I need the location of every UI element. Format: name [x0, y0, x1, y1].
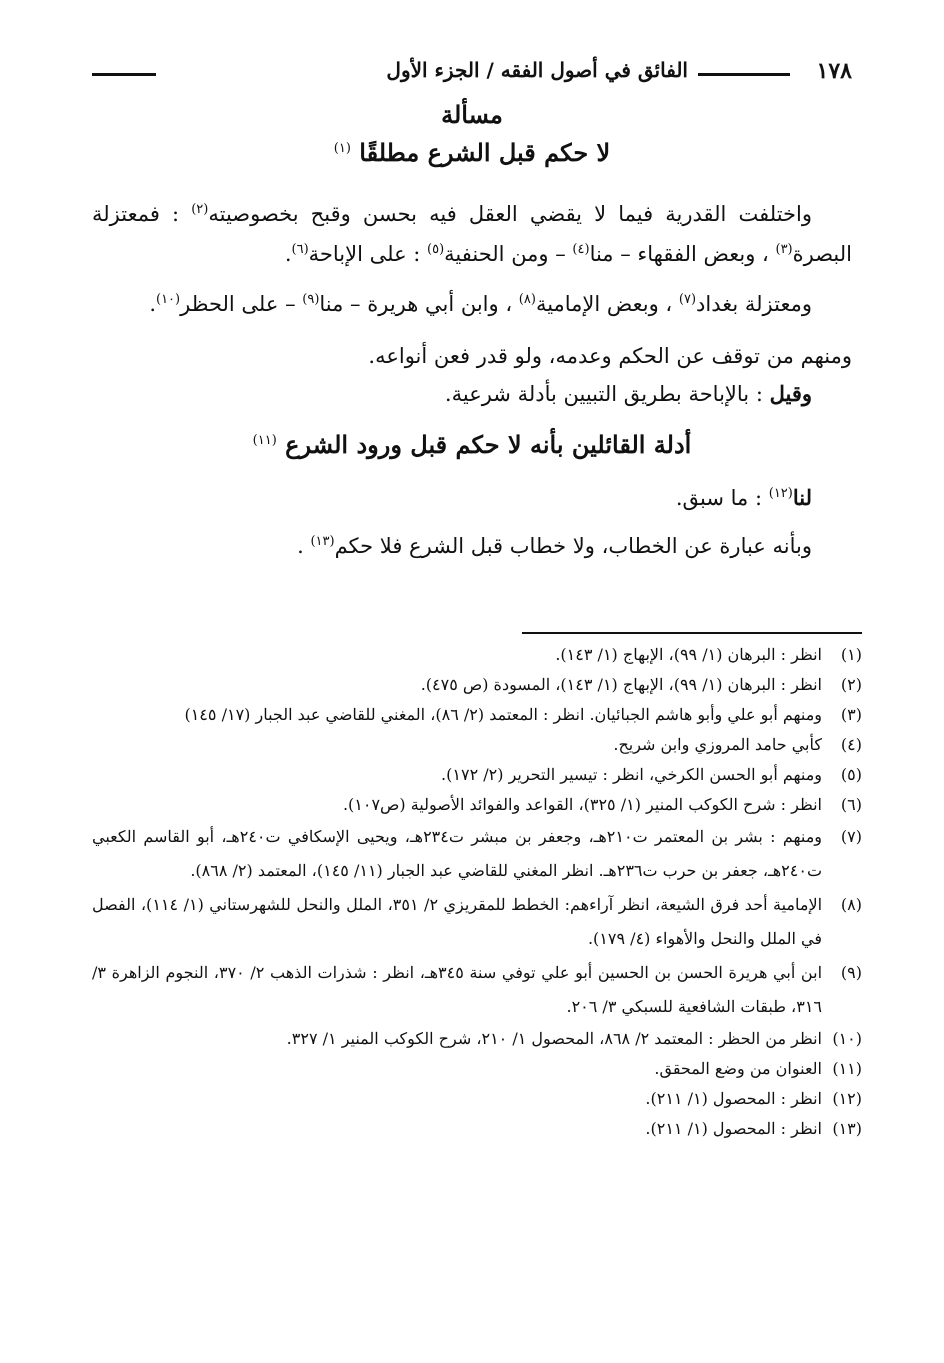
- footnote-ref: (٥): [427, 242, 445, 257]
- footnote: [92, 1084, 862, 1114]
- footnote: [92, 888, 862, 956]
- footnote-separator: [522, 632, 862, 634]
- footnote: [92, 760, 862, 790]
- footnote-ref: (٣): [775, 242, 793, 257]
- footnote-number: (٥): [840, 765, 862, 784]
- header-rule-right: [698, 73, 790, 76]
- page-number: ١٧٨: [816, 58, 852, 84]
- footnote: [92, 790, 862, 820]
- footnote-number: (٧): [840, 827, 862, 846]
- footnote-ref: (١٢): [768, 486, 793, 501]
- footnote: [92, 1024, 862, 1054]
- paragraph-opinions-prohibition: [92, 282, 852, 322]
- footnote-ref: (١١): [252, 433, 277, 448]
- text-run: : على الإباحة: [308, 242, 428, 266]
- footnote: [92, 1114, 862, 1144]
- text-run: .: [297, 534, 311, 558]
- footnote-number: (٢): [840, 675, 862, 694]
- paragraph-evidence-2: [92, 524, 852, 564]
- footnote-list: [92, 640, 862, 1144]
- footnote-number: (٦): [840, 795, 862, 814]
- footnote-text: انظر : البرهان (١/ ٩٩)، الإبهاج (١/ ١٤٣).: [555, 645, 822, 664]
- footnote: [92, 700, 862, 730]
- footnote-text: انظر : المحصول (١/ ٢١١).: [645, 1119, 822, 1138]
- lead-word: لنا: [792, 485, 812, 510]
- header-rule-left: [92, 73, 156, 76]
- footnote-text: انظر من الحظر : المعتمد ٢/ ٨٦٨، المحصول ١/ ٢١٠، شرح الكوكب المنير ١/ ٣٢٧.: [286, 1029, 822, 1048]
- text-run: ، وبعض الإمامية: [535, 292, 679, 316]
- footnote-number: (٩): [840, 963, 862, 982]
- footnote: [92, 820, 862, 888]
- footnote-number: (٨): [840, 895, 862, 914]
- text-run: – ومن الحنفية: [444, 242, 573, 266]
- paragraph-other-opinion: [92, 376, 852, 412]
- section-heading: مسألة: [441, 100, 503, 129]
- footnote-text: ومنهم : بشر بن المعتمر ت٢١٠هـ، وجعفر بن مبشر ت٢٣٤هـ، ويحيى الإسكافي ت٢٤٠هـ، أبو القاسم الكعبي ت٢٤٠هـ، جعفر بن حرب ت٢٣٦هـ. انظر المغني للقاضي عبد الجبار (١١/ ١٤٥)، المعتمد (٢/ ٨٦٨).: [92, 827, 823, 880]
- text-run: ، وبعض الفقهاء – منا: [589, 242, 776, 266]
- footnote-ref: (٦): [291, 242, 309, 257]
- issue-heading-text: لا حكم قبل الشرع مطلقًا: [359, 138, 611, 167]
- footnote: [92, 1054, 862, 1084]
- footnote: [92, 640, 862, 670]
- text-run: .: [149, 292, 156, 316]
- paragraph-evidence-1: [92, 476, 852, 516]
- footnote-text: ومنهم أبو الحسن الكرخي، انظر : تيسير التحرير (٢/ ١٧٢).: [441, 765, 822, 784]
- footnote-number: (١٠): [832, 1029, 862, 1048]
- footnote-text: انظر : البرهان (١/ ٩٩)، الإبهاج (١/ ١٤٣)، المسودة (ص ٤٧٥).: [420, 675, 822, 694]
- footnote-ref: (٤): [572, 242, 590, 257]
- footnote-number: (٤): [840, 735, 862, 754]
- footnote-number: (١٣): [832, 1119, 862, 1138]
- issue-heading: [92, 138, 852, 167]
- text-run: : فمعتزلة البصرة: [92, 202, 852, 266]
- evidence-heading-text: أدلة القائلين بأنه لا حكم قبل ورود الشرع: [285, 430, 692, 459]
- footnote-text: انظر : شرح الكوكب المنير (١/ ٣٢٥)، القواعد والفوائد الأصولية (ص١٠٧).: [342, 795, 822, 814]
- footnote-number: (٣): [840, 705, 862, 724]
- text-run: : بالإباحة بطريق التبيين بأدلة شرعية.: [444, 382, 770, 406]
- text-run: ومعتزلة بغداد: [696, 292, 812, 316]
- footnote-text: كأبي حامد المروزي وابن شريح.: [613, 735, 822, 754]
- footnote-number: (١٢): [832, 1089, 862, 1108]
- footnote: [92, 730, 862, 760]
- text-run: ، وابن أبي هريرة – منا: [319, 292, 519, 316]
- evidence-heading: [92, 430, 852, 459]
- footnote-number: (١١): [832, 1059, 862, 1078]
- text-run: .: [284, 242, 292, 266]
- footnote-ref: (١٣): [310, 534, 335, 549]
- footnote-ref: (٧): [678, 292, 697, 307]
- footnote-ref: (٢): [191, 202, 209, 217]
- text-run: وبأنه عبارة عن الخطاب، ولا خطاب قبل الشرع فلا حكم: [334, 534, 812, 558]
- footnote-ref: (١٠): [156, 292, 181, 307]
- footnote: [92, 670, 862, 700]
- footnote-text: ابن أبي هريرة الحسن بن الحسين أبو علي توفي سنة ٣٤٥هـ، انظر : شذرات الذهب ٢/ ٣٧٠، النجوم الزاهرة ٣/ ٣١٦، طبقات الشافعية للسبكي ٣/ ٢٠٦.: [92, 963, 823, 1016]
- footnote-text: انظر : المحصول (١/ ٢١١).: [645, 1089, 822, 1108]
- running-header: [92, 54, 852, 94]
- footnote-number: (١): [840, 645, 862, 664]
- footnote-text: ومنهم أبو علي وأبو هاشم الجبائيان. انظر : المعتمد (٢/ ٨٦)، المغني للقاضي عبد الجبار (١٧/ ١٤٥): [184, 705, 822, 724]
- lead-word: وقيل: [769, 381, 812, 406]
- footnote-ref: (٩): [302, 292, 320, 307]
- footnote-text: العنوان من وضع المحقق.: [654, 1059, 822, 1078]
- text-run: واختلفت القدرية فيما لا يقضي العقل فيه بحسن وقبح بخصوصيته: [208, 202, 812, 226]
- paragraph-opinions-permissibility: [92, 192, 852, 272]
- footnote-text: الإمامية أحد فرق الشيعة، انظر آراءهم: الخطط للمقريزي ٢/ ٣٥١، الملل والنحل للشهرستاني (١/ ١١٤)، الفصل في الملل والنحل والأهواء (٤/ ١٧٩).: [92, 895, 823, 948]
- paragraph-suspension: ومنهم من توقف عن الحكم وعدمه، ولو قدر فعن أنواعه.: [368, 344, 852, 368]
- book-title: الفائق في أصول الفقه / الجزء الأول: [386, 58, 688, 82]
- text-run: : ما سبق.: [675, 486, 769, 510]
- footnote-ref: (١): [333, 141, 351, 156]
- text-run: – على الحظر: [180, 292, 303, 316]
- footnote: [92, 956, 862, 1024]
- footnote-ref: (٨): [518, 292, 536, 307]
